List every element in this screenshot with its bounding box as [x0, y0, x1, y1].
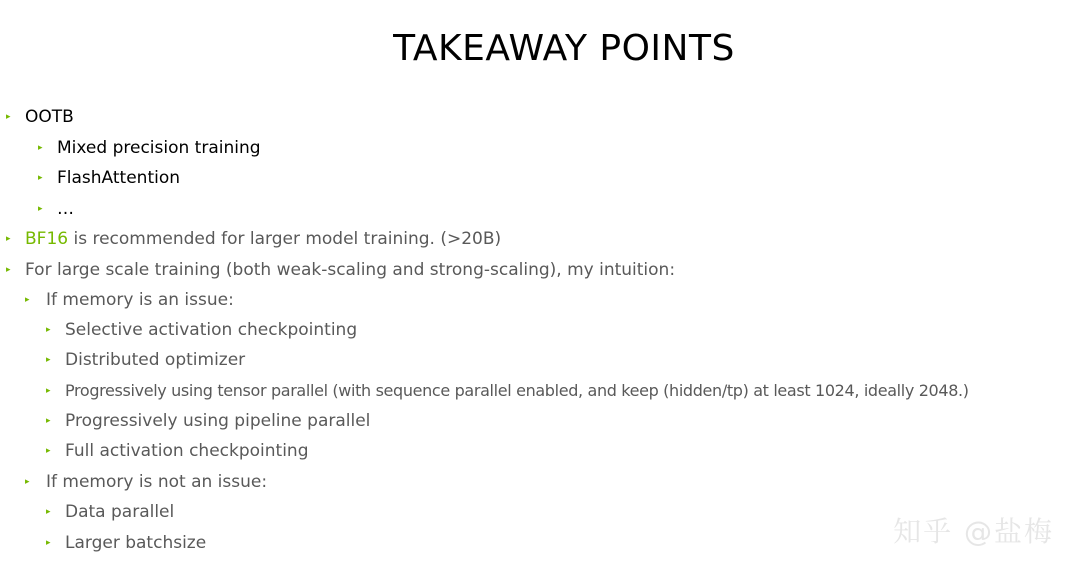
bullet-marker-icon: ▸	[46, 538, 51, 548]
bullet-text: If memory is not an issue:	[46, 472, 268, 492]
bullet-text: Distributed optimizer	[65, 350, 246, 370]
bullet-marker-icon: ▸	[46, 355, 51, 365]
bullet-marker-icon: ▸	[46, 386, 51, 396]
bullet-text: If memory is an issue:	[46, 290, 234, 310]
bullet-marker-icon: ▸	[46, 507, 51, 517]
bullet-marker-icon: ▸	[46, 416, 51, 426]
bullet-text: Mixed precision training	[57, 138, 261, 158]
bullet-marker-icon: ▸	[46, 446, 51, 456]
bullet-text: FlashAttention	[57, 168, 181, 188]
bullet-text: Selective activation checkpointing	[65, 320, 358, 340]
bullet-marker-icon: ▸	[6, 234, 11, 244]
bullet-marker-icon: ▸	[25, 477, 30, 487]
bullet-marker-icon: ▸	[38, 143, 43, 153]
bullet-marker-icon: ▸	[6, 112, 11, 122]
bf16-highlight: BF16	[25, 229, 69, 249]
bullet-marker-icon: ▸	[46, 325, 51, 335]
bullet-text: Progressively using tensor parallel (with sequence parallel enabled, and keep (hidden/tp) at least 1024, ideally 2048.)	[65, 381, 969, 400]
bullet-text: Progressively using pipeline parallel	[65, 411, 371, 431]
bullet-marker-icon: ▸	[38, 173, 43, 183]
bf16-rest: is recommended for larger model training. (>20B)	[68, 229, 502, 249]
bullet-text: For large scale training (both weak-scaling and strong-scaling), my intuition:	[25, 260, 676, 280]
bullet-marker-icon: ▸	[25, 295, 30, 305]
bullet-text	[25, 228, 501, 250]
slide-title: TAKEAWAY POINTS	[393, 28, 735, 69]
bullet-marker-icon: ▸	[38, 204, 43, 214]
bullet-text: Full activation checkpointing	[65, 441, 309, 461]
bullet-text: Larger batchsize	[65, 533, 207, 553]
bullet-text: Data parallel	[65, 502, 175, 522]
bullet-text: OOTB	[25, 107, 74, 127]
bullet-text: …	[57, 199, 74, 219]
bullet-marker-icon: ▸	[6, 265, 11, 275]
watermark: 知乎 @盐梅	[893, 515, 1054, 548]
